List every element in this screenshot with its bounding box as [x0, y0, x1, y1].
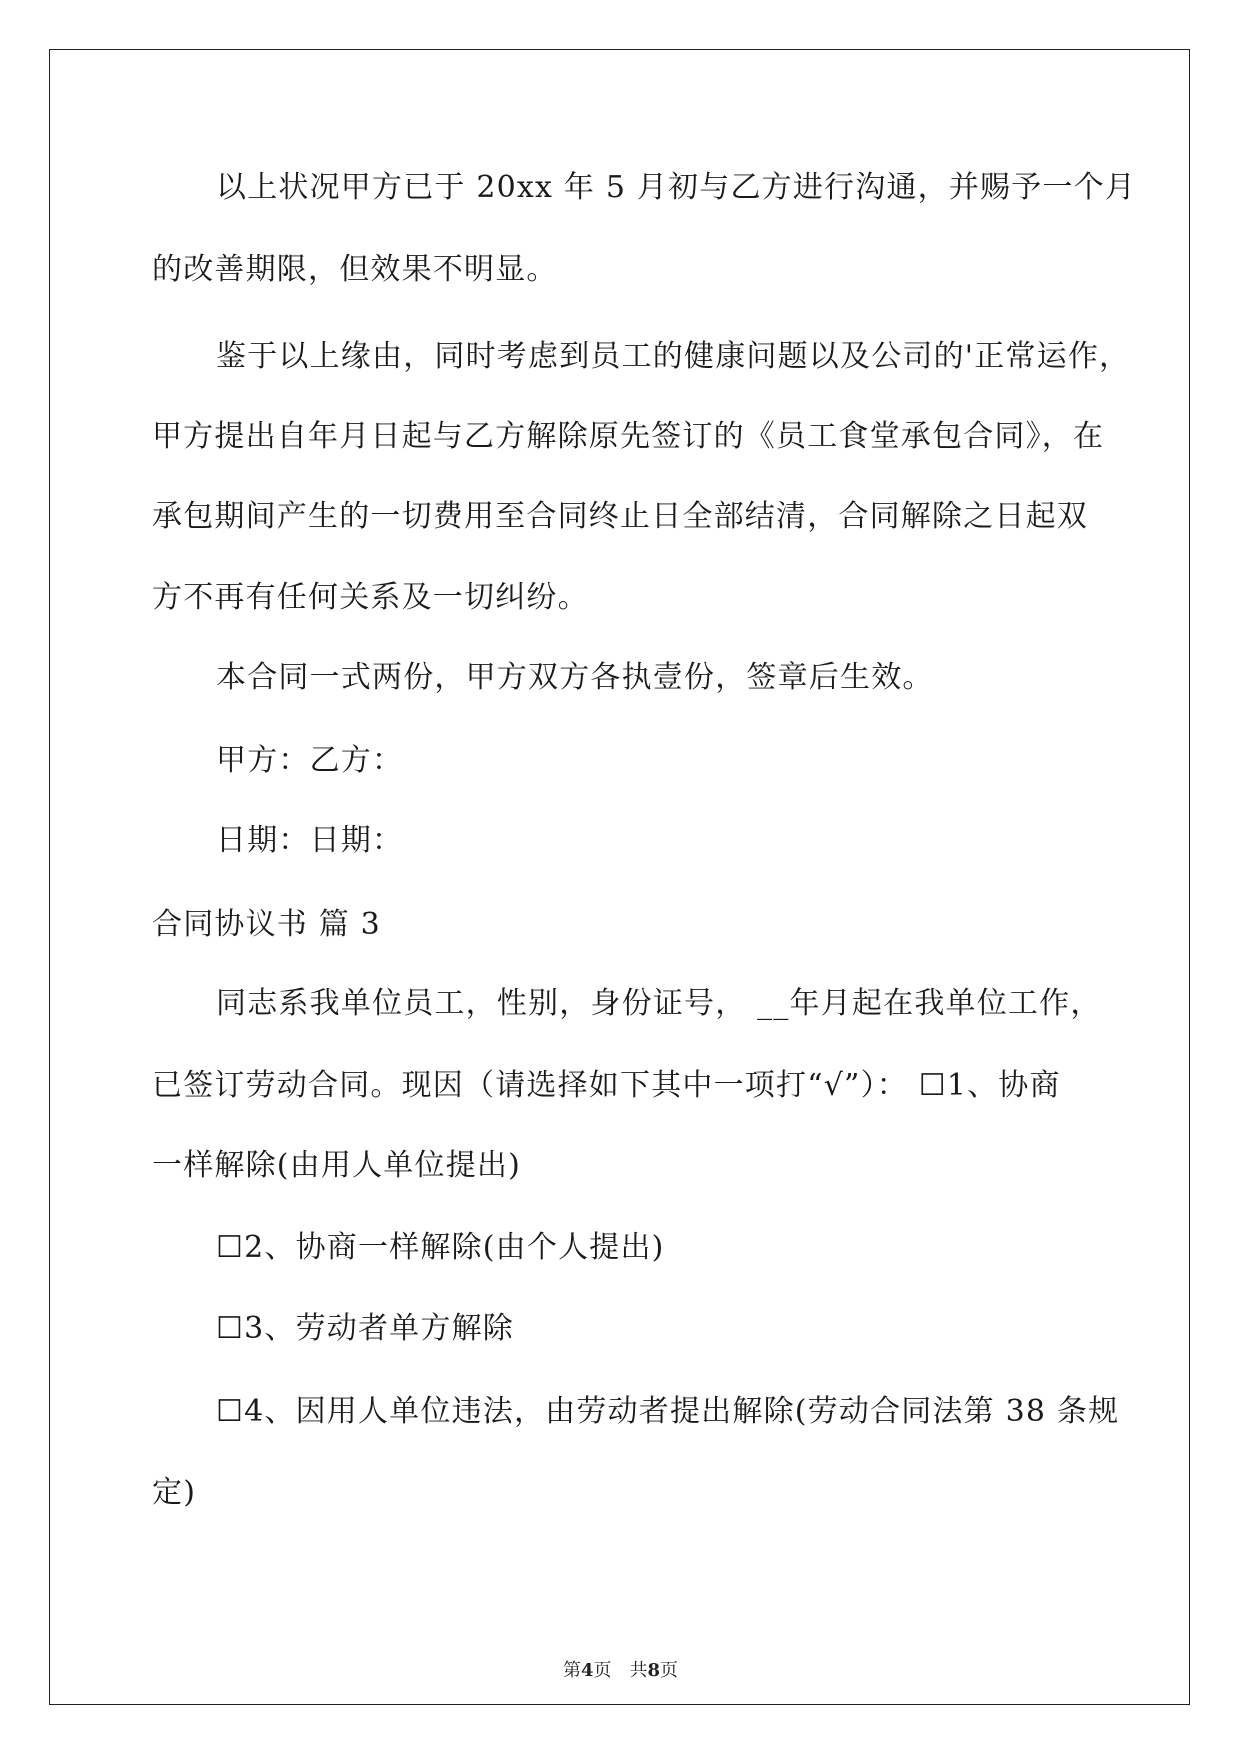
signature-line-date: 日期：日期： — [216, 823, 404, 858]
page-current: 4 — [580, 1660, 594, 1681]
paragraph-line: 的改善期限，但效果不明显。 — [152, 252, 558, 287]
checkbox-option-line: ☐3、劳动者单方解除 — [216, 1311, 514, 1346]
signature-line-party: 甲方：乙方： — [216, 743, 404, 778]
paragraph-line: 一样解除(由用人单位提出) — [152, 1148, 522, 1183]
paragraph-line: 鉴于以上缘由，同时考虑到员工的健康问题以及公司的'正常运作， — [216, 339, 1131, 374]
paragraph-line: 方不再有任何关系及一切纠纷。 — [152, 580, 589, 615]
paragraph-line: 甲方提出自年月日起与乙方解除原先签订的《员工食堂承包合同》，在 — [152, 419, 1105, 454]
checkbox-option-line: ☐4、因用人单位违法，由劳动者提出解除(劳动合同法第 38 条规 — [216, 1394, 1120, 1429]
checkbox-option-line: ☐2、协商一样解除(由个人提出) — [216, 1230, 665, 1265]
paragraph-line: 同志系我单位员工，性别，身份证号， __年月起在我单位工作， — [216, 986, 1102, 1021]
paragraph-line: 承包期间产生的一切费用至合同终止日全部结清，合同解除之日起双 — [152, 499, 1088, 534]
total-prefix: 共 — [629, 1660, 648, 1681]
section-heading: 合同协议书 篇 3 — [152, 907, 381, 942]
page-total: 8 — [647, 1660, 661, 1681]
total-unit: 页 — [660, 1660, 679, 1681]
paragraph-line: 定) — [152, 1475, 197, 1510]
page-footer — [0, 1659, 1241, 1683]
paragraph-line: 已签订劳动合同。现因（请选择如下其中一项打“√”）： ☐1、协商 — [152, 1068, 1061, 1103]
page-unit: 页 — [593, 1660, 612, 1681]
page-border — [49, 49, 1190, 1705]
paragraph-line: 以上状况甲方已于 20xx 年 5 月初与乙方进行沟通，并赐予一个月 — [216, 170, 1137, 205]
page-prefix: 第 — [562, 1660, 581, 1681]
paragraph-line: 本合同一式两份，甲方双方各执壹份，签章后生效。 — [216, 660, 934, 695]
